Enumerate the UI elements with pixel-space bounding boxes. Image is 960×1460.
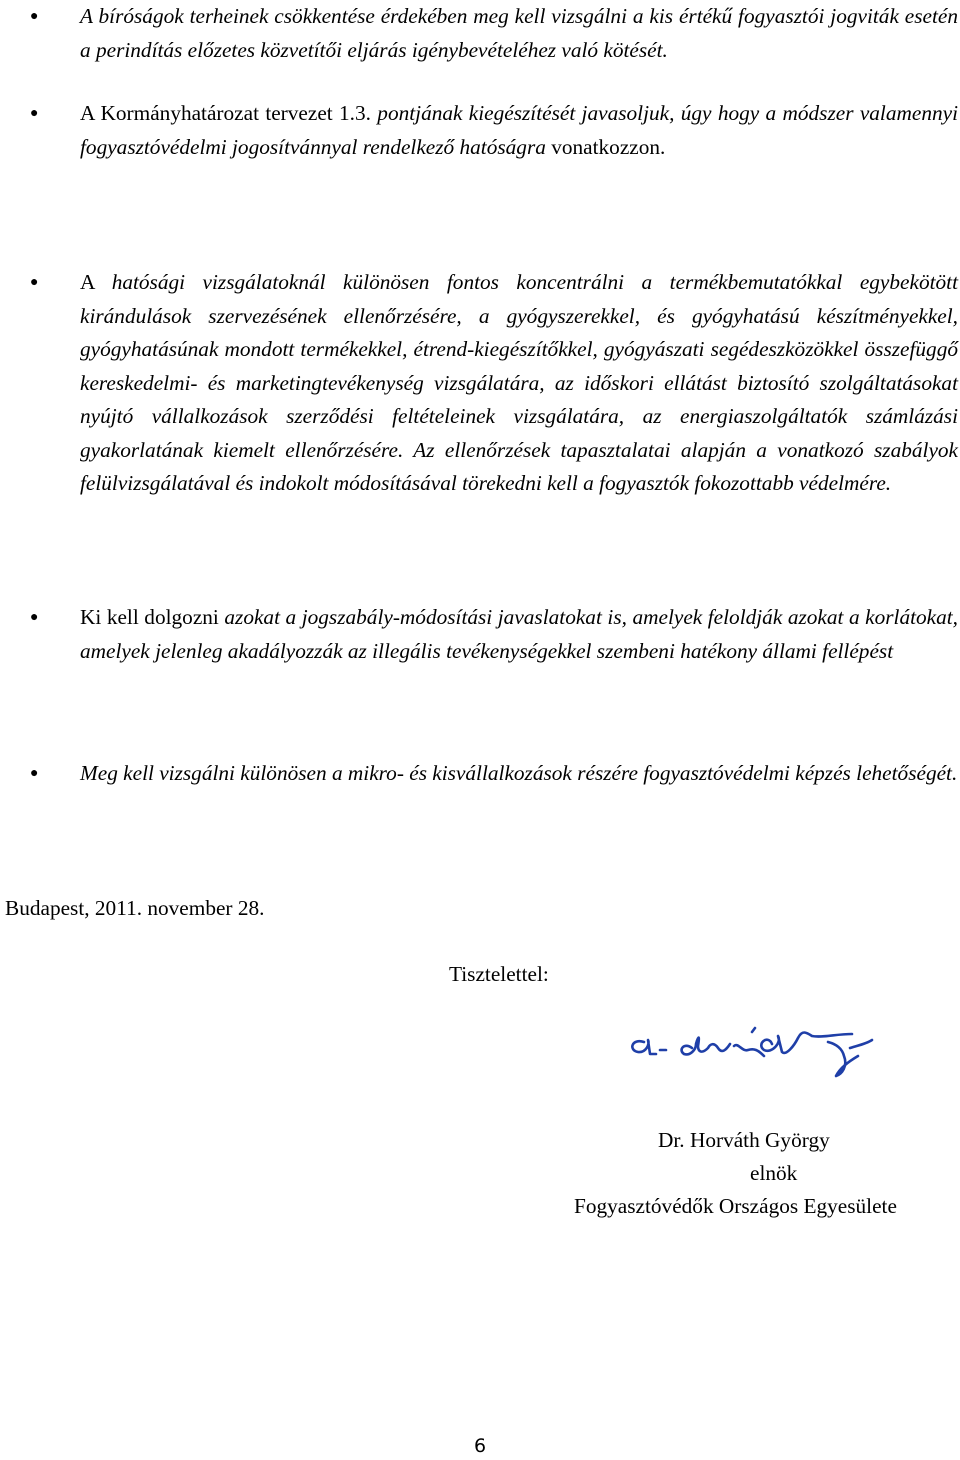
bullet-text: Ki kell dolgozni: [80, 605, 225, 629]
bullet-text: A: [80, 270, 112, 294]
bullet-icon: ●: [30, 766, 39, 781]
bullet-text: pontjának kiegészítését javasoljuk, úgy hogy a módszer valamennyi fogyasztóvédelmi jogosítvánnyal rendelkező hatóságra: [80, 101, 958, 159]
bullet-text: vonatkozzon.: [551, 134, 666, 159]
signer-title: elnök: [750, 1161, 798, 1185]
bullet-icon: ●: [30, 106, 39, 121]
bullet-text: hatósági vizsgálatoknál különösen fontos koncentrálni a termékbemutatókkal egybekötött kirándulások szervezésének ellenőrzésére, a gyógyszerekkel, és gyógyhatású készítményekkel, gyógyhatásúnak mondott termékekkel, étrend-kiegészítőkkel, gyógyászati segédeszközökkel összefüggő kereskedelmi- és marketingtevékenység vizsgálatára, az időskori ellátást biztosító szolgáltatásokat nyújtó vállalkozások szerződési feltételeinek vizsgálatára, az energiaszolgáltatók számlázási gyakorlatának kiemelt ellenőrzésére. Az ellenőrzések tapasztalatai alapján a vonatkozó szabályok felülvizsgálatával és indokolt módosításával törekedni kell a fogyasztók fokozottabb védelmére.: [80, 270, 958, 495]
handwritten-signature: [622, 1016, 912, 1086]
closing-salutation: Tisztelettel:: [449, 962, 549, 986]
bullet-item: [30, 601, 959, 668]
bullet-text: A bíróságok terheinek csökkentése érdekében meg kell vizsgálni a kis értékű fogyasztói jogviták esetén a perindítás előzetes közvetítői eljárás igénybevételéhez való kötését.: [80, 4, 958, 62]
bullet-text: A Kormányhatározat tervezet 1.3.: [80, 101, 378, 125]
place-date: Budapest, 2011. november 28.: [5, 896, 265, 920]
bullet-text: Meg kell vizsgálni különösen a mikro- és kisvállalkozások részére fogyasztóvédelmi képzés lehetőségét.: [80, 761, 958, 785]
signer-organization: Fogyasztóvédők Országos Egyesülete: [574, 1194, 897, 1218]
page-number: 6: [473, 1435, 487, 1457]
bullet-item: [30, 266, 958, 501]
bullet-item: [30, 97, 958, 164]
bullet-icon: ●: [30, 9, 39, 24]
signer-name: Dr. Horváth György: [658, 1128, 830, 1152]
bullet-item: [30, 0, 958, 67]
bullet-text: azokat a jogszabály-módosítási javaslatokat is, amelyek feloldják azokat a korlátokat, amelyek jelenleg akadályozzák az illegális tevékenységekkel szembeni hatékony állami fellépést: [80, 605, 959, 663]
bullet-icon: ●: [30, 610, 39, 625]
bullet-icon: ●: [30, 275, 39, 290]
bullet-item: [30, 757, 958, 791]
